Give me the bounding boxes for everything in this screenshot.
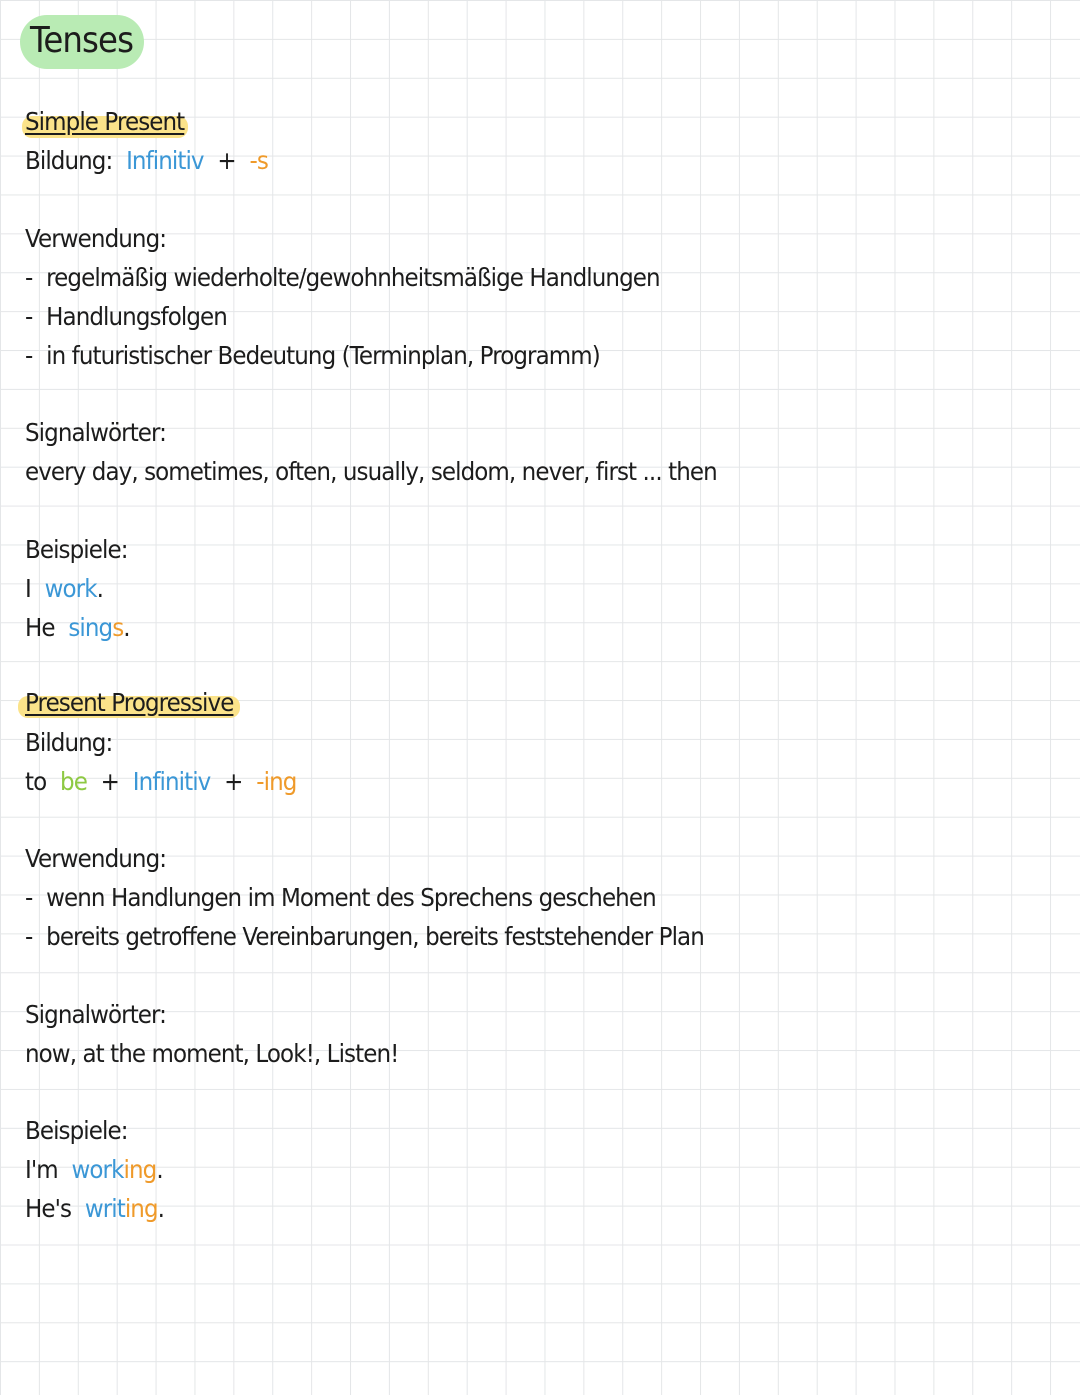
example-verb-ending: ing: [124, 1194, 158, 1223]
example-sentence: [25, 571, 103, 607]
signal-words: every day, sometimes, often, usually, seldom, never, first ... then: [25, 457, 717, 486]
section-heading-present-progressive: Present Progressive: [25, 688, 234, 717]
formation-infinitive: Infinitiv: [126, 146, 204, 175]
example-period: .: [156, 1155, 163, 1184]
usage-item-text: wenn Handlungen im Moment des Sprechens geschehen: [46, 883, 656, 912]
example-verb: work: [44, 574, 97, 603]
signal-words: now, at the moment, Look!, Listen!: [25, 1039, 399, 1068]
example-sentence: [25, 610, 130, 646]
example-sentence: [25, 1152, 163, 1188]
example-period: .: [123, 613, 130, 642]
usage-label: Verwendung:: [25, 224, 167, 253]
formation-plus: +: [217, 146, 236, 175]
example-subject: He's: [25, 1194, 72, 1223]
example-sentence: [25, 1191, 164, 1227]
signal-words-label: Signalwörter:: [25, 418, 167, 447]
bullet-dash: -: [25, 341, 33, 370]
example-subject: I: [25, 574, 31, 603]
example-subject: He: [25, 613, 55, 642]
example-period: .: [157, 1194, 165, 1223]
formation-prefix: to: [25, 767, 47, 796]
formation-line: [25, 764, 296, 800]
formation-be: be: [60, 767, 87, 796]
usage-item-text: Handlungsfolgen: [46, 302, 227, 331]
usage-item: [25, 338, 600, 374]
usage-item: [25, 299, 227, 335]
formation-ending: -s: [249, 146, 268, 175]
bullet-dash: -: [25, 883, 33, 912]
signal-words-label: Signalwörter:: [25, 1000, 167, 1029]
formation-ending: -ing: [256, 767, 297, 796]
formation-label: Bildung:: [25, 728, 113, 757]
example-period: .: [96, 574, 103, 603]
formation-plus: +: [224, 767, 243, 796]
formation-plus: +: [100, 767, 120, 796]
bullet-dash: -: [25, 922, 33, 951]
page-title: Tenses: [30, 20, 134, 61]
example-verb-stem: work: [71, 1155, 124, 1184]
section-heading-simple-present: Simple Present: [25, 107, 185, 136]
bullet-dash: -: [25, 263, 33, 292]
usage-item: [25, 919, 704, 955]
formation-infinitive: Infinitiv: [132, 767, 211, 796]
bullet-dash: -: [25, 302, 33, 331]
examples-label: Beispiele:: [25, 1116, 128, 1145]
example-verb-stem: writ: [84, 1194, 125, 1223]
example-verb-stem: sing: [68, 613, 113, 642]
example-subject: I'm: [25, 1155, 58, 1184]
usage-item-text: in futuristischer Bedeutung (Terminplan, Programm): [46, 341, 600, 370]
usage-item: [25, 880, 656, 916]
usage-item-text: bereits getroffene Vereinbarungen, bereits feststehender Plan: [46, 922, 704, 951]
example-verb-ending: ing: [123, 1155, 157, 1184]
usage-label: Verwendung:: [25, 844, 167, 873]
examples-label: Beispiele:: [25, 535, 128, 564]
formation-line: [25, 143, 268, 179]
usage-item-text: regelmäßig wiederholte/gewohnheitsmäßige Handlungen: [46, 263, 660, 292]
usage-item: [25, 260, 660, 296]
formation-label: Bildung:: [25, 146, 113, 175]
example-verb-ending: s: [112, 613, 124, 642]
